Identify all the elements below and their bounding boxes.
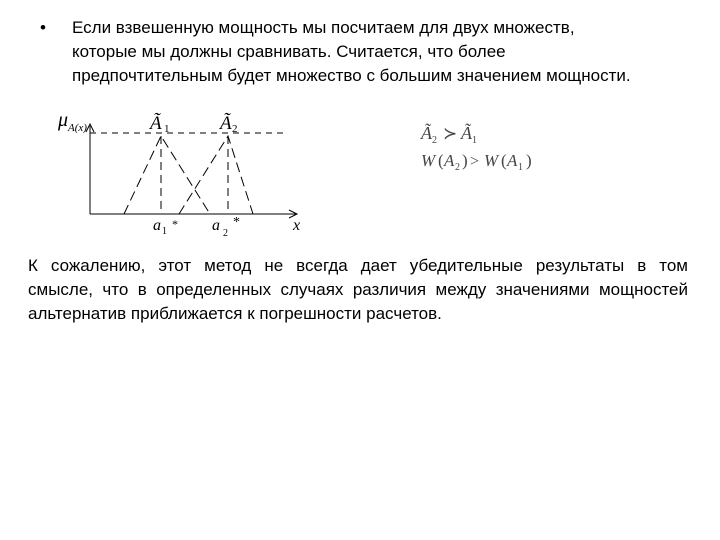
conclusion-paragraph — [28, 254, 688, 326]
f2-right: W — [484, 151, 499, 170]
f2-arg-right-sub: 1 — [518, 162, 523, 173]
f2-left: W — [421, 151, 436, 170]
set1-sub: 1 — [164, 123, 170, 135]
set1-label: Ã — [150, 113, 162, 134]
bullet-line: которые мы должны сравнивать. Считается, что более — [72, 42, 506, 61]
f2-arg-right: A — [507, 151, 518, 170]
formula-preference — [420, 123, 477, 146]
f2-close-paren-2: ) — [526, 151, 532, 170]
paragraph-line: смысле, что в определенных случаях различия между значениями мощностей — [28, 280, 688, 299]
f2-arg-left: A — [444, 151, 455, 170]
bullet-line: предпочтительным будет множество с большим значением мощности. — [72, 66, 631, 85]
tick2-sub: 2 — [223, 228, 228, 239]
formula-weighted-power — [421, 151, 532, 173]
y-axis-sub: A(x) — [68, 122, 87, 134]
tick1-sub: 1 — [162, 226, 167, 237]
formula-block — [0, 0, 720, 250]
y-axis-label: μ — [58, 109, 69, 131]
f2-relation: > — [470, 153, 480, 170]
set2-label: Ã — [220, 113, 232, 134]
f1-left-sub: 2 — [432, 135, 437, 146]
paragraph-line: К сожалению, этот метод не всегда дает убедительные результаты в том — [28, 256, 688, 275]
f1-relation: ≻ — [443, 124, 458, 143]
set2-sub: 2 — [232, 123, 238, 135]
tick1-label: a — [153, 217, 161, 234]
tick2-label: a — [212, 217, 220, 234]
f1-left: Ã — [421, 123, 432, 143]
bullet-marker: • — [40, 18, 46, 37]
tick1-star: * — [172, 217, 178, 231]
f1-right-sub: 1 — [472, 135, 477, 146]
f2-arg-left-sub: 2 — [455, 162, 460, 173]
f2-open-paren: ( — [438, 151, 444, 170]
paragraph-line: альтернатив приближается к погрешности расчетов. — [28, 304, 442, 323]
tick2-star: * — [233, 215, 240, 230]
f2-open-paren-2: ( — [501, 151, 507, 170]
f1-right: Ã — [461, 123, 472, 143]
bullet-line: Если взвешенную мощность мы посчитаем для двух множеств, — [72, 18, 575, 37]
x-axis-label: x — [293, 217, 301, 234]
f2-close-paren: ) — [462, 151, 468, 170]
